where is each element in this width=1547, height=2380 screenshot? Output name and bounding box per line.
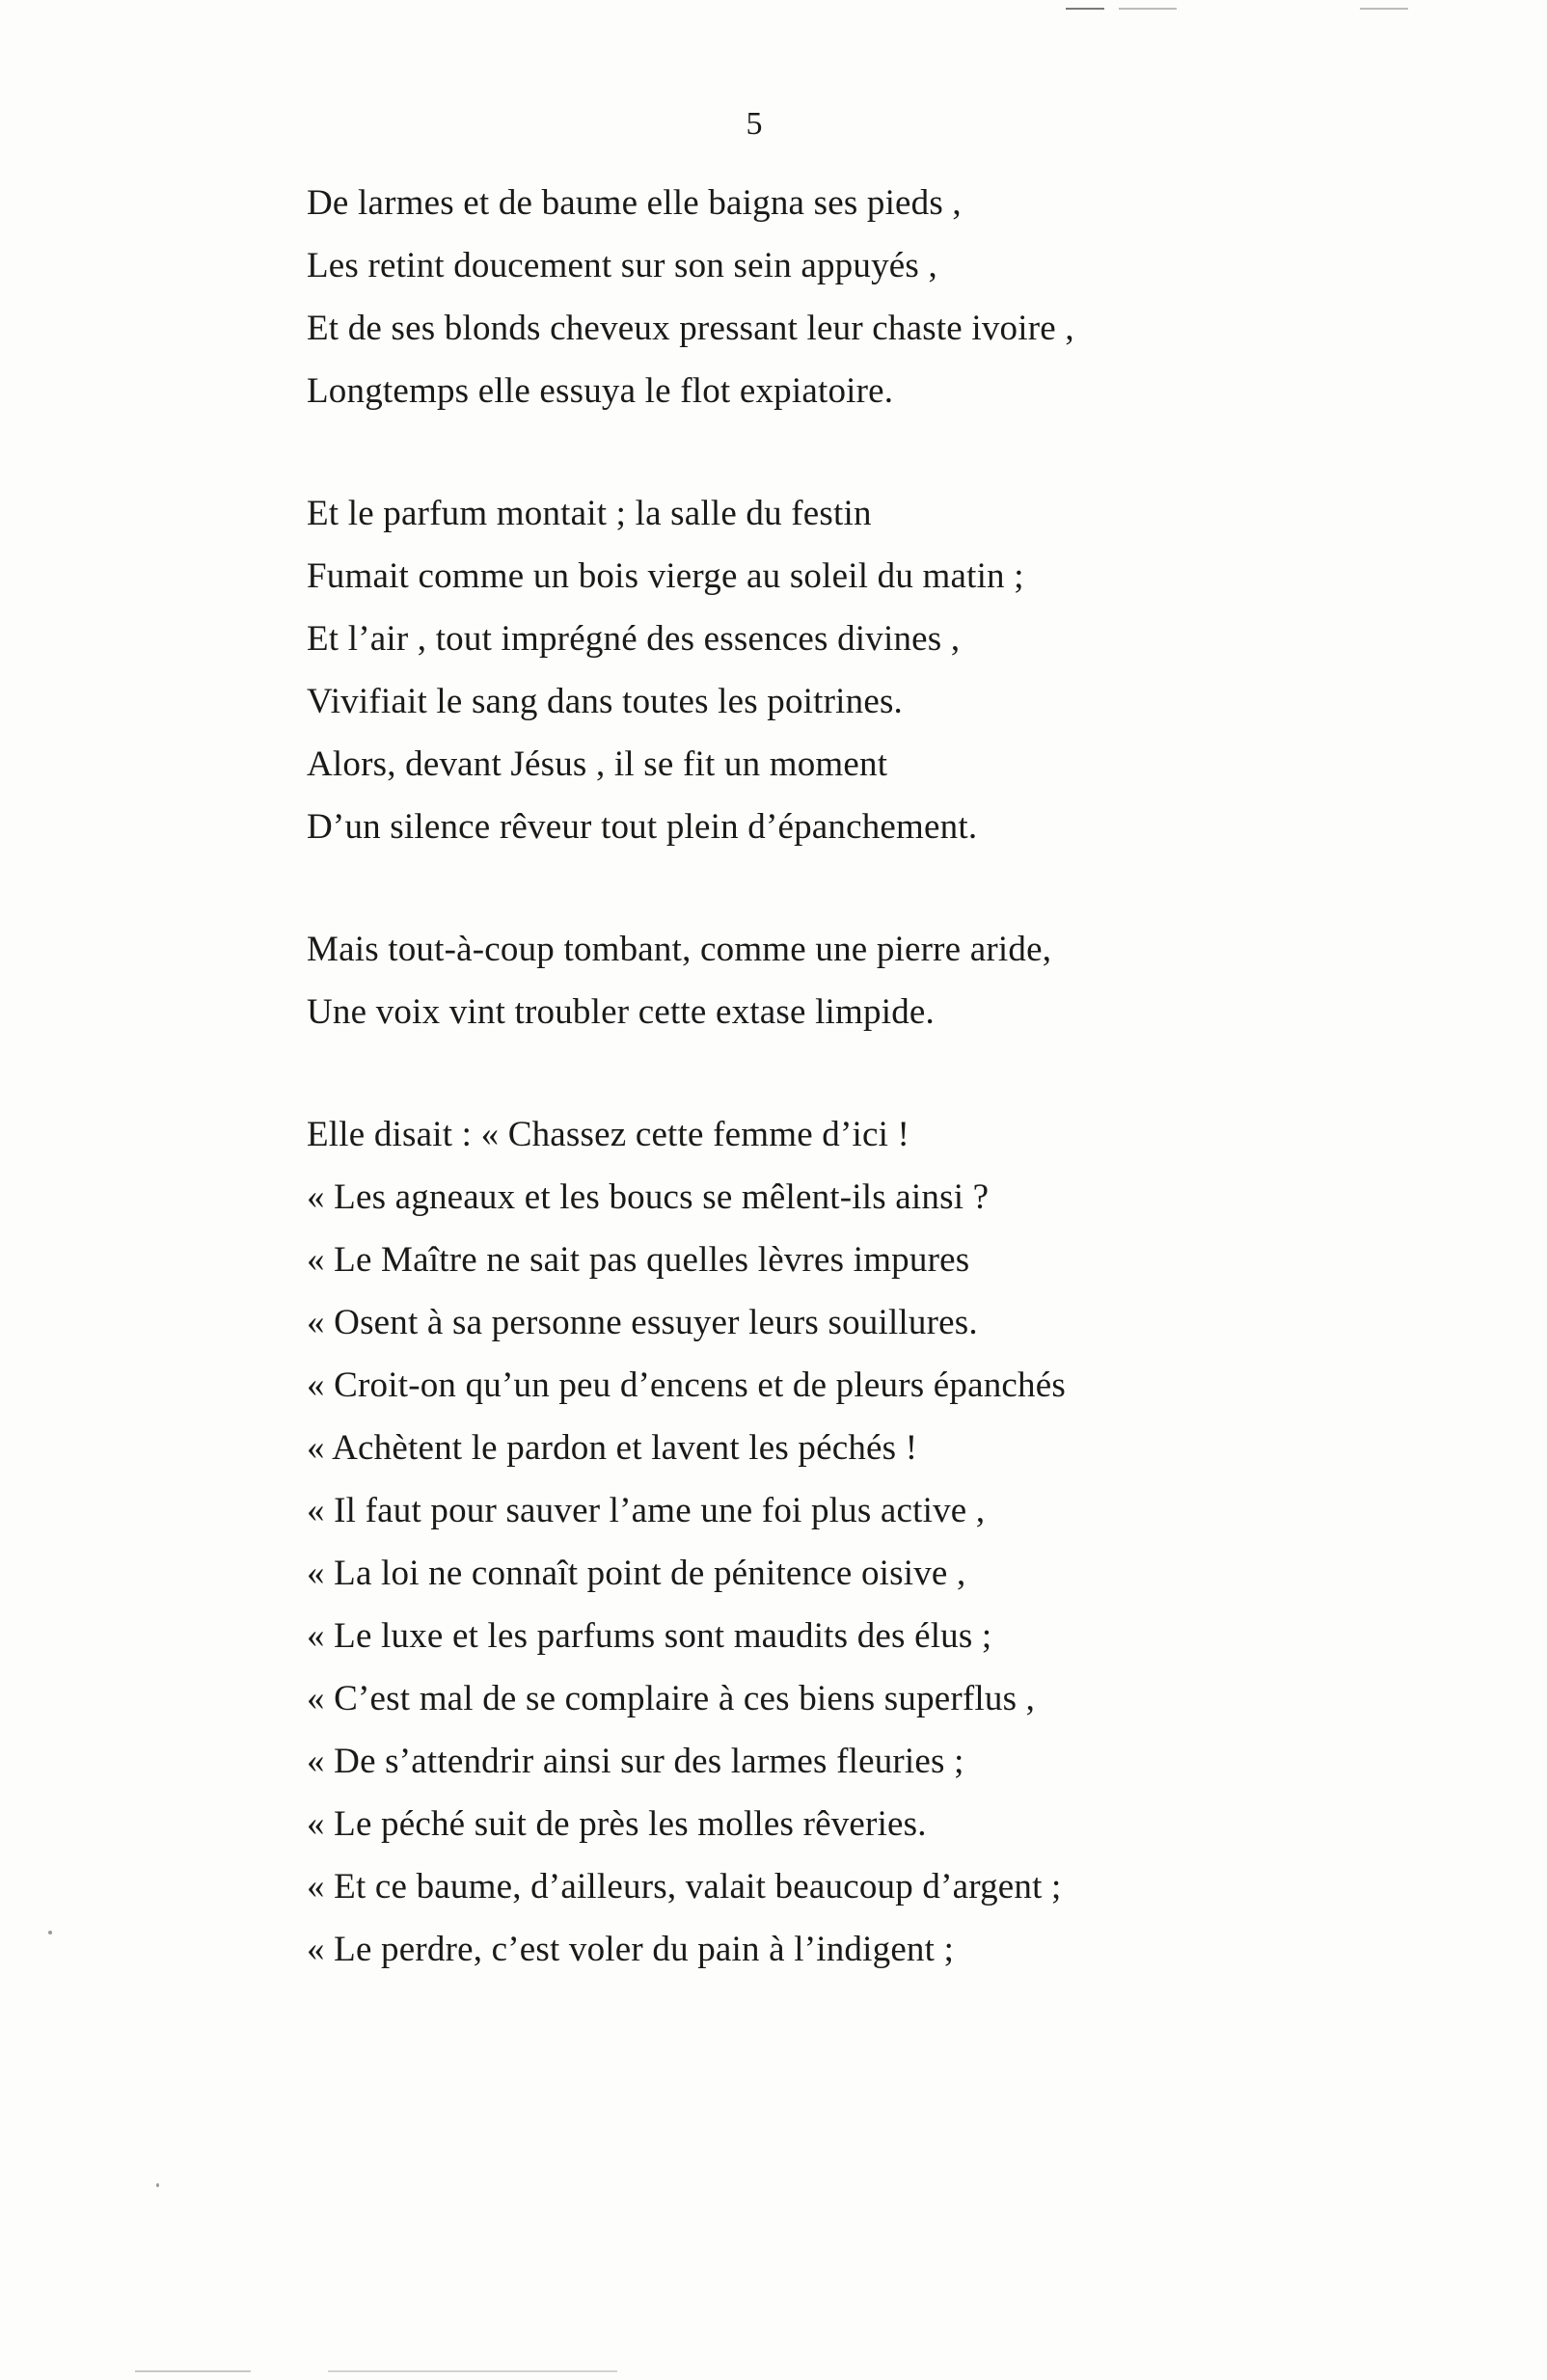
verse-line: « Croit-on qu’un peu d’encens et de pleurs épanchés xyxy=(307,1366,1066,1405)
verse-line: Vivifiait le sang dans toutes les poitrines. xyxy=(307,682,903,721)
verse-line: « Achètent le pardon et lavent les péchés ! xyxy=(307,1428,918,1468)
verse-line: « De s’attendrir ainsi sur des larmes fleuries ; xyxy=(307,1742,964,1781)
verse-line: Longtemps elle essuya le flot expiatoire. xyxy=(307,371,894,411)
verse-line: « Le luxe et les parfums sont maudits des élus ; xyxy=(307,1616,992,1656)
stanza xyxy=(307,1103,1271,1981)
scan-edge-mark xyxy=(1360,8,1408,10)
verse-line: Fumait comme un bois vierge au soleil du matin ; xyxy=(307,556,1024,596)
scan-edge-mark xyxy=(1119,8,1177,10)
stanza xyxy=(307,482,1271,858)
poem-text xyxy=(307,172,1271,1981)
verse-line: Elle disait : « Chassez cette femme d’ici ! xyxy=(307,1115,910,1154)
page-number: 5 xyxy=(746,106,763,142)
verse-line: « Et ce baume, d’ailleurs, valait beaucoup d’argent ; xyxy=(307,1867,1062,1907)
scan-edge-mark xyxy=(328,2370,617,2372)
verse-line: Alors, devant Jésus , il se fit un moment xyxy=(307,744,888,784)
verse-line: « Le Maître ne sait pas quelles lèvres impures xyxy=(307,1240,970,1280)
stanza xyxy=(307,172,1271,422)
scan-edge-mark xyxy=(135,2370,251,2372)
verse-line: « Il faut pour sauver l’ame une foi plus active , xyxy=(307,1491,986,1530)
verse-line: Et le parfum montait ; la salle du festin xyxy=(307,494,872,533)
verse-line: Une voix vint troubler cette extase limpide. xyxy=(307,992,935,1032)
verse-line: Les retint doucement sur son sein appuyés , xyxy=(307,246,937,285)
verse-line: « Les agneaux et les boucs se mêlent-ils ainsi ? xyxy=(307,1177,990,1217)
verse-line: Et de ses blonds cheveux pressant leur chaste ivoire , xyxy=(307,309,1074,348)
verse-line: « La loi ne connaît point de pénitence oisive , xyxy=(307,1554,966,1593)
verse-line: Et l’air , tout imprégné des essences divines , xyxy=(307,619,961,659)
verse-line: D’un silence rêveur tout plein d’épanchement. xyxy=(307,807,978,847)
verse-line: « Le péché suit de près les molles rêveries. xyxy=(307,1804,927,1844)
verse-line: De larmes et de baume elle baigna ses pieds , xyxy=(307,183,962,223)
verse-line: « C’est mal de se complaire à ces biens superflus , xyxy=(307,1679,1036,1718)
scan-speck xyxy=(156,2183,159,2187)
verse-line: « Le perdre, c’est voler du pain à l’indigent ; xyxy=(307,1930,955,1969)
scan-edge-mark xyxy=(1066,8,1104,10)
verse-line: « Osent à sa personne essuyer leurs souillures. xyxy=(307,1303,978,1342)
verse-line: Mais tout-à-coup tombant, comme une pierre aride, xyxy=(307,930,1052,969)
stanza xyxy=(307,918,1271,1043)
scan-speck xyxy=(48,1931,52,1934)
